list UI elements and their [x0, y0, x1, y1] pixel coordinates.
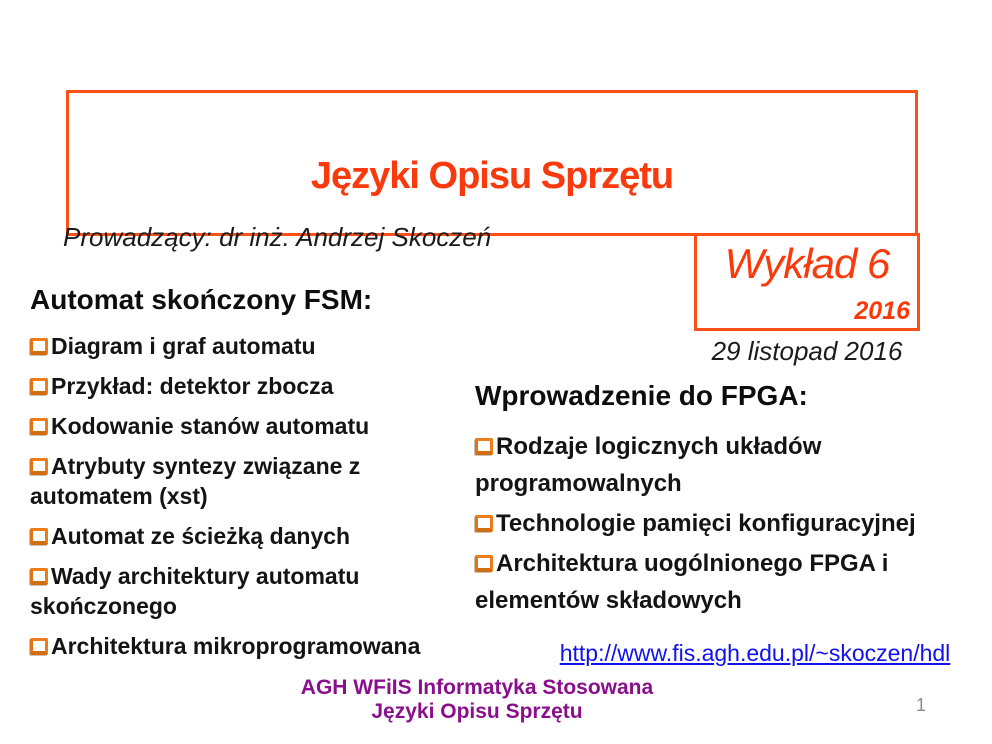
fsm-section — [30, 284, 482, 671]
footer-line-1: AGH WFiIS Informatyka Stosowana — [300, 676, 654, 699]
list-item-label: Architektura mikroprogramowana — [51, 633, 421, 659]
link-row — [500, 640, 992, 667]
list-item — [475, 428, 992, 502]
checkbox-bullet-icon — [30, 338, 48, 355]
checkbox-bullet-icon — [30, 418, 48, 435]
lecture-date: 29 listopad 2016 — [711, 336, 903, 366]
fpga-list — [475, 428, 992, 619]
footer-line-2: Języki Opisu Sprzętu — [371, 700, 583, 723]
checkbox-bullet-icon — [30, 528, 48, 545]
list-item-label: Wady architektury automatu skończonego — [30, 563, 360, 619]
list-item — [30, 371, 482, 401]
list-item — [30, 411, 482, 441]
checkbox-bullet-icon — [475, 555, 493, 572]
list-item — [30, 521, 482, 551]
checkbox-bullet-icon — [30, 458, 48, 475]
footer — [237, 676, 717, 724]
list-item — [30, 561, 482, 621]
list-item-label: Architektura uogólnionego FPGA i elementów składowych — [475, 550, 889, 614]
list-item — [475, 505, 992, 542]
list-item — [30, 331, 482, 361]
list-item-label: Rodzaje logicznych układów programowalnych — [475, 433, 822, 497]
fpga-section — [475, 380, 992, 622]
list-item-label: Automat ze ścieżką danych — [51, 523, 351, 549]
title-box — [66, 90, 918, 236]
fpga-heading: Wprowadzenie do FPGA: — [475, 380, 808, 411]
page-number: 1 — [916, 695, 927, 715]
checkbox-bullet-icon — [30, 638, 48, 655]
checkbox-bullet-icon — [475, 515, 493, 532]
list-item — [30, 451, 482, 511]
fsm-heading: Automat skończony FSM: — [30, 284, 373, 315]
list-item — [30, 631, 482, 661]
fsm-list — [30, 331, 482, 661]
page-title: Języki Opisu Sprzętu — [310, 154, 674, 197]
lecture-badge — [694, 233, 920, 331]
list-item — [475, 545, 992, 619]
list-item-label: Kodowanie stanów automatu — [51, 413, 370, 439]
checkbox-bullet-icon — [30, 568, 48, 585]
list-item-label: Technologie pamięci konfiguracyjnej — [496, 510, 916, 537]
list-item-label: Diagram i graf automatu — [51, 333, 316, 359]
list-item-label: Przykład: detektor zbocza — [51, 373, 334, 399]
list-item-label: Atrybuty syntezy związane z automatem (xst) — [30, 453, 361, 509]
course-link[interactable]: http://www.fis.agh.edu.pl/~skoczen/hdl — [559, 640, 951, 666]
badge-year: 2016 — [854, 297, 910, 325]
lecturer-line: Prowadzący: dr inż. Andrzej Skoczeń — [63, 222, 492, 252]
badge-title: Wykład 6 — [724, 240, 890, 287]
checkbox-bullet-icon — [475, 438, 493, 455]
checkbox-bullet-icon — [30, 378, 48, 395]
